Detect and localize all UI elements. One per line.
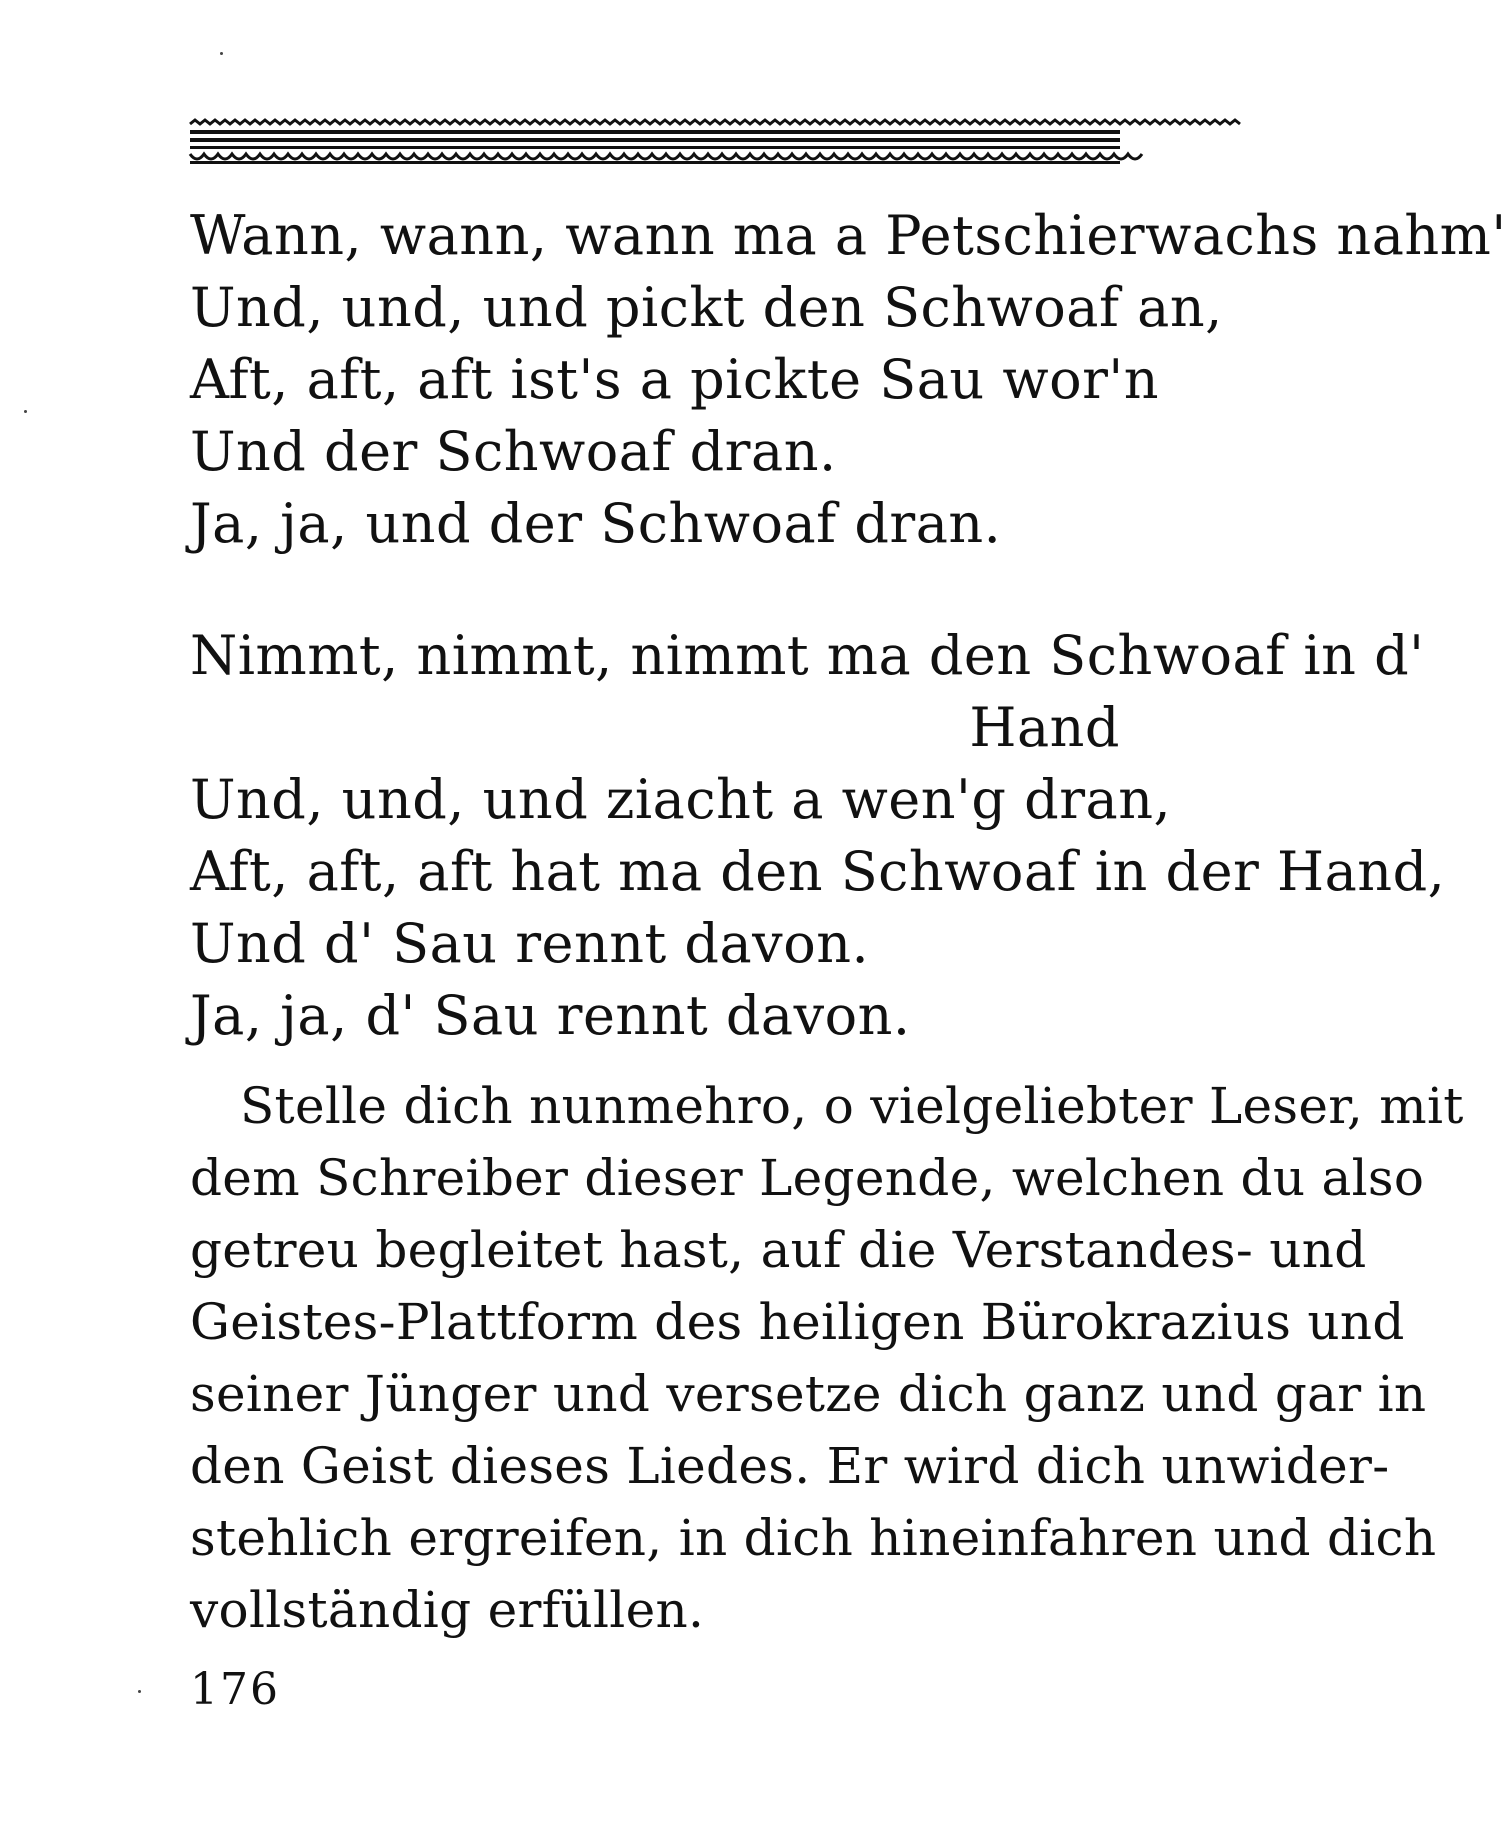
verse-stanza-2 bbox=[190, 620, 1446, 1052]
scan-speck bbox=[220, 52, 223, 55]
verse-line: Aft, aft, aft hat ma den Schwoaf in der Hand, bbox=[190, 840, 1446, 903]
verse-line: Nimmt, nimmt, nimmt ma den Schwoaf in d' bbox=[190, 624, 1425, 687]
verse-line: Und der Schwoaf dran. bbox=[190, 420, 837, 483]
prose-line: vollständig erfüllen. bbox=[190, 1581, 705, 1639]
prose-line: seiner Jünger und versetze dich ganz und gar in bbox=[190, 1365, 1427, 1423]
verse-line: Und d' Sau rennt davon. bbox=[190, 912, 870, 975]
prose-paragraph bbox=[190, 1070, 1464, 1646]
scan-speck bbox=[24, 410, 27, 413]
verse-line: Wann, wann, wann ma a Petschierwachs nahm' bbox=[190, 204, 1507, 267]
prose-line: dem Schreiber dieser Legende, welchen du also bbox=[190, 1149, 1425, 1207]
prose-line: stehlich ergreifen, in dich hineinfahren und dich bbox=[190, 1509, 1437, 1567]
verse-line: Und, und, und pickt den Schwoaf an, bbox=[190, 276, 1223, 339]
verse-line: Aft, aft, aft ist's a pickte Sau wor'n bbox=[190, 348, 1160, 411]
page-number: 176 bbox=[190, 1664, 280, 1715]
prose-line: Geistes-Plattform des heiligen Bürokrazius und bbox=[190, 1293, 1405, 1351]
verse-line: Und, und, und ziacht a wen'g dran, bbox=[190, 768, 1172, 831]
prose-line: den Geist dieses Liedes. Er wird dich unwider- bbox=[190, 1437, 1390, 1495]
prose-line: getreu begleitet hast, auf die Verstandes- und bbox=[190, 1221, 1367, 1279]
prose-line: Stelle dich nunmehro, o vielgeliebter Leser, mit bbox=[240, 1077, 1464, 1135]
scan-speck bbox=[138, 1690, 141, 1693]
verse-line: Ja, ja, d' Sau rennt davon. bbox=[190, 984, 911, 1047]
decorative-border-ornament bbox=[190, 118, 1120, 166]
verse-line-continuation: Hand bbox=[969, 696, 1120, 759]
verse-stanza-1 bbox=[190, 200, 1507, 560]
verse-line: Ja, ja, und der Schwoaf dran. bbox=[190, 492, 1002, 555]
